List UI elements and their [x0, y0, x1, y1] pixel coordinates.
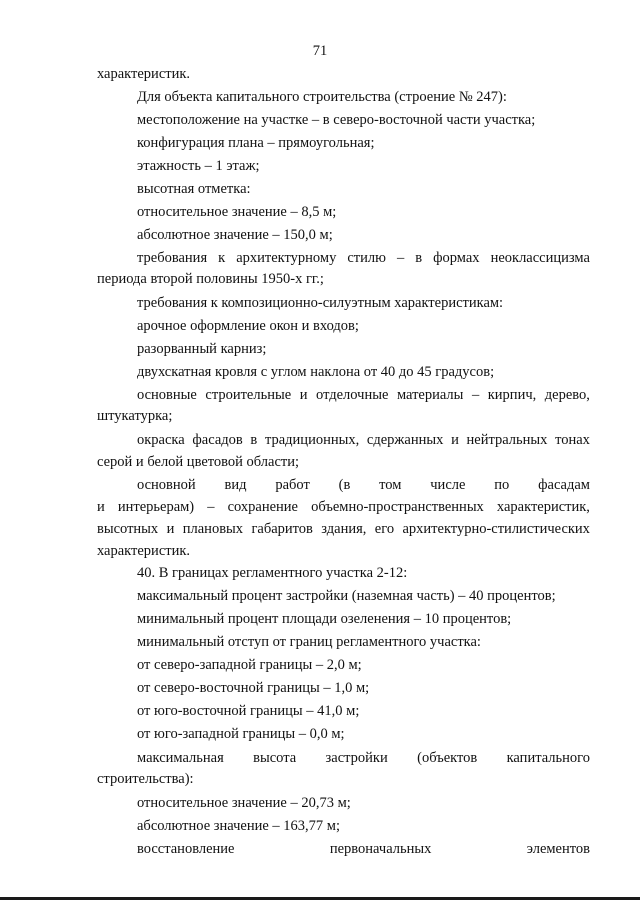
- text-line: арочное оформление окон и входов;: [137, 318, 359, 334]
- word: фасадам: [538, 477, 590, 493]
- text-line: периода второй половины 1950-х гг.;: [97, 271, 324, 287]
- word: характеристик,: [496, 499, 590, 515]
- word: неоклассицизма: [490, 250, 590, 266]
- word: здания,: [321, 521, 367, 537]
- word: высотных: [97, 521, 159, 537]
- text-line: от северо-западной границы – 2,0 м;: [137, 657, 362, 673]
- word: капитального: [506, 750, 590, 766]
- word: нейтральных: [466, 432, 548, 448]
- text-line: характеристик.: [97, 66, 191, 82]
- word: фасадов: [192, 432, 243, 448]
- text-line: высотная отметка:: [137, 181, 251, 197]
- word: –: [207, 499, 215, 515]
- word: (объектов: [417, 750, 478, 766]
- text-line: серой и белой цветовой области;: [97, 454, 300, 470]
- text-line: разорванный карниз;: [137, 341, 267, 357]
- text-line: штукатурка;: [97, 408, 173, 424]
- word: в: [415, 250, 423, 266]
- word: –: [396, 250, 405, 266]
- word: основной: [137, 477, 196, 493]
- text-line: двухскатная кровля с углом наклона от 40 до 45 градусов;: [137, 364, 495, 380]
- text-line-justified: [137, 431, 590, 449]
- word: максимальная: [137, 750, 224, 766]
- text-line: 40. В границах регламентного участка 2-12:: [137, 565, 408, 581]
- page-number: 71: [312, 43, 328, 59]
- text-line: максимальный процент застройки (наземная часть) – 40 процентов;: [137, 588, 556, 604]
- word: стилю: [347, 250, 386, 266]
- text-line-justified: [137, 840, 590, 858]
- word: работ: [275, 477, 310, 493]
- word: традиционных,: [264, 432, 360, 448]
- text-line-justified: [97, 498, 590, 516]
- word: кирпич,: [487, 387, 537, 403]
- word: дерево,: [544, 387, 590, 403]
- word: (в: [338, 477, 351, 493]
- word: архитектурно-стилистических: [402, 521, 590, 537]
- word: его: [374, 521, 395, 537]
- word: сдержанных: [366, 432, 444, 448]
- word: архитектурному: [236, 250, 337, 266]
- word: к: [218, 250, 226, 266]
- text-line: этажность – 1 этаж;: [137, 158, 260, 174]
- word: интерьерам): [117, 499, 195, 515]
- text-line: минимальный процент площади озеленения – 10 процентов;: [137, 611, 512, 627]
- text-line: относительное значение – 8,5 м;: [137, 204, 337, 220]
- word: в: [250, 432, 258, 448]
- word: окраска: [137, 432, 185, 448]
- text-line-justified: [137, 749, 590, 767]
- word: плановых: [182, 521, 244, 537]
- word: восстановление: [137, 841, 235, 857]
- word: застройки: [325, 750, 388, 766]
- word: и: [451, 432, 459, 448]
- text-line: относительное значение – 20,73 м;: [137, 795, 351, 811]
- text-line: Для объекта капитального строительства (строение № 247):: [137, 89, 507, 105]
- text-line: требования к композиционно-силуэтным характеристикам:: [137, 295, 504, 311]
- text-line-justified: [137, 476, 590, 494]
- word: и: [299, 387, 308, 403]
- word: требования: [137, 250, 208, 266]
- word: первоначальных: [329, 841, 432, 857]
- text-line: строительства):: [97, 771, 194, 787]
- text-line: абсолютное значение – 163,77 м;: [137, 818, 340, 834]
- word: и: [97, 499, 105, 515]
- word: элементов: [526, 841, 590, 857]
- word: том: [379, 477, 402, 493]
- word: высота: [253, 750, 297, 766]
- word: тонах: [555, 432, 590, 448]
- word: строительные: [205, 387, 292, 403]
- word: числе: [430, 477, 466, 493]
- word: формах: [433, 250, 480, 266]
- text-line-justified: [137, 249, 590, 267]
- word: вид: [224, 477, 247, 493]
- text-line-justified: [137, 386, 590, 404]
- text-line: от юго-западной границы – 0,0 м;: [137, 726, 345, 742]
- word: основные: [137, 387, 197, 403]
- text-line-justified: [97, 520, 590, 538]
- text-line: от северо-восточной границы – 1,0 м;: [137, 680, 370, 696]
- word: –: [471, 387, 480, 403]
- word: материалы: [396, 387, 464, 403]
- word: габаритов: [251, 521, 313, 537]
- text-line: от юго-восточной границы – 41,0 м;: [137, 703, 360, 719]
- text-line: конфигурация плана – прямоугольная;: [137, 135, 375, 151]
- word: объемно-пространственных: [311, 499, 484, 515]
- word: и: [166, 521, 175, 537]
- text-line: местоположение на участке – в северо-восточной части участка;: [137, 112, 536, 128]
- word: по: [494, 477, 510, 493]
- word: сохранение: [227, 499, 298, 515]
- text-line: абсолютное значение – 150,0 м;: [137, 227, 333, 243]
- word: отделочные: [316, 387, 389, 403]
- text-line: минимальный отступ от границ регламентного участка:: [137, 634, 481, 650]
- text-line: характеристик.: [97, 543, 191, 559]
